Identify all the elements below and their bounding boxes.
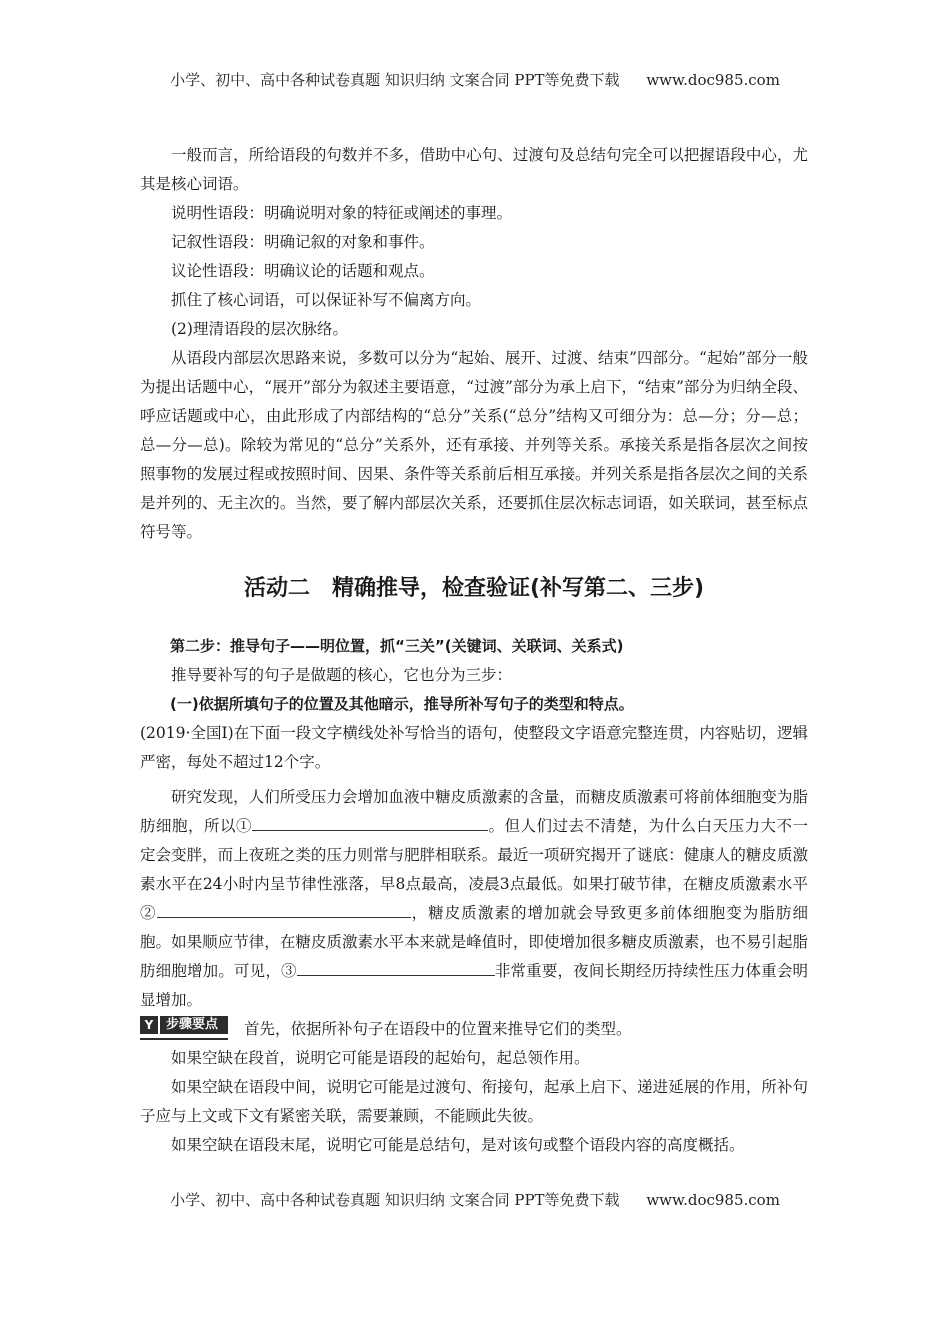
paragraph-levels-heading: (2)理清语段的层次脉络。 — [171, 320, 348, 338]
page-header — [0, 69, 950, 90]
step-two-heading: 第二步：推导句子——明位置，抓“三关”(关键词、关联词、关系式) — [170, 637, 624, 655]
paragraph-keywords: 抓住了核心词语，可以保证补写不偏离方向。 — [171, 291, 482, 309]
footer-text: 小学、初中、高中各种试卷真题 知识归纳 文案合同 PPT等免费下载 — [170, 1191, 620, 1209]
page-footer — [0, 1189, 950, 1210]
document-body — [140, 141, 808, 1160]
badge-label: 步骤要点 — [160, 1016, 228, 1034]
step-key-points-text: 首先，依据所补句子在语段中的位置来推导它们的类型。 — [244, 1020, 632, 1038]
rule-end: 如果空缺在语段末尾，说明它可能是总结句，是对该句或整个语段内容的高度概括。 — [171, 1136, 745, 1154]
paragraph-narrative: 记叙性语段：明确记叙的对象和事件。 — [171, 233, 435, 251]
rule-middle: 如果空缺在语段中间，说明它可能是过渡句、衔接句，起承上启下、递进延展的作用，所补句子应与上文或下文有紧密关联，需要兼顾，不能顾此失彼。 — [140, 1078, 808, 1125]
header-text: 小学、初中、高中各种试卷真题 知识归纳 文案合同 PPT等免费下载 — [170, 71, 620, 89]
passage-part-b: 。但人们过去不清楚，为什么白天压力大不一定会变胖，而上夜班之类的压力则常与肥胖相联系。最近一项研究揭开了谜底：健康人的糖皮质激素水平在24小时内呈节律性涨落，早8点最高，凌晨3点最低。如果打破节律，在糖皮质激素水平② — [140, 817, 808, 922]
section-title: 活动二 精确推导，检查验证(补写第二、三步) — [243, 576, 705, 601]
step-key-points-badge — [140, 1016, 228, 1040]
passage-part-a: 研究发现，人们所受压力会增加血液中糖皮质激素的含量，而糖皮质激素可将前体细胞变为脂肪细胞，所以① — [140, 788, 808, 835]
step-two-intro: 推导要补写的句子是做题的核心，它也分为三步： — [171, 666, 513, 684]
answer-blank-3[interactable] — [297, 957, 495, 976]
question-passage — [140, 783, 808, 1015]
passage-part-d: 非常重要，夜间长期经历持续性压力体重会明显增加。 — [140, 962, 808, 1009]
question-prompt: (2019·全国Ⅰ)在下面一段文字横线处补写恰当的语句，使整段文字语意完整连贯，内容贴切，逻辑严密，每处不超过12个字。 — [140, 724, 808, 771]
step-key-points — [140, 1015, 808, 1044]
paragraph-structure: 从语段内部层次思路来说，多数可以分为“起始、展开、过渡、结束”四部分。“起始”部分一般为提出话题中心，“展开”部分为叙述主要语意，“过渡”部分为承上启下，“结束”部分为归纳全段、呼应话题或中心，由此形成了内部结构的“总分”关系(“总分”结构又可细分为：总—分；分—总；总—分—总)。除较为常见的“总分”关系外，还有承接、并列等关系。承接关系是指各层次之间按照事物的发展过程或按照时间、因果、条件等关系前后相互承接。并列关系是指各层次之间的关系是并列的、无主次的。当然，要了解内部层次关系，还要抓住层次标志词语，如关联词，甚至标点符号等。 — [140, 349, 808, 541]
paragraph-expository: 说明性语段：明确说明对象的特征或阐述的事理。 — [171, 204, 513, 222]
paragraph-intro: 一般而言，所给语段的句数并不多，借助中心句、过渡句及总结句完全可以把握语段中心，尤其是核心词语。 — [140, 146, 808, 193]
passage-part-c: ，糖皮质激素的增加就会导致更多前体细胞变为脂肪细胞。如果顺应节律，在糖皮质激素水平本来就是峰值时，即使增加很多糖皮质激素，也不易引起脂肪细胞增加。可见，③ — [140, 904, 808, 980]
answer-blank-1[interactable] — [252, 812, 488, 831]
footer-url[interactable]: www.doc985.com — [646, 1191, 780, 1209]
rule-start: 如果空缺在段首，说明它可能是语段的起始句，起总领作用。 — [171, 1049, 590, 1067]
header-url[interactable]: www.doc985.com — [646, 71, 780, 89]
answer-blank-2[interactable] — [157, 899, 411, 918]
paragraph-argumentative: 议论性语段：明确议论的话题和观点。 — [171, 262, 435, 280]
badge-icon: Y — [140, 1016, 158, 1034]
sub-step-one-heading: (一)依据所填句子的位置及其他暗示，推导所补写句子的类型和特点。 — [170, 695, 634, 713]
